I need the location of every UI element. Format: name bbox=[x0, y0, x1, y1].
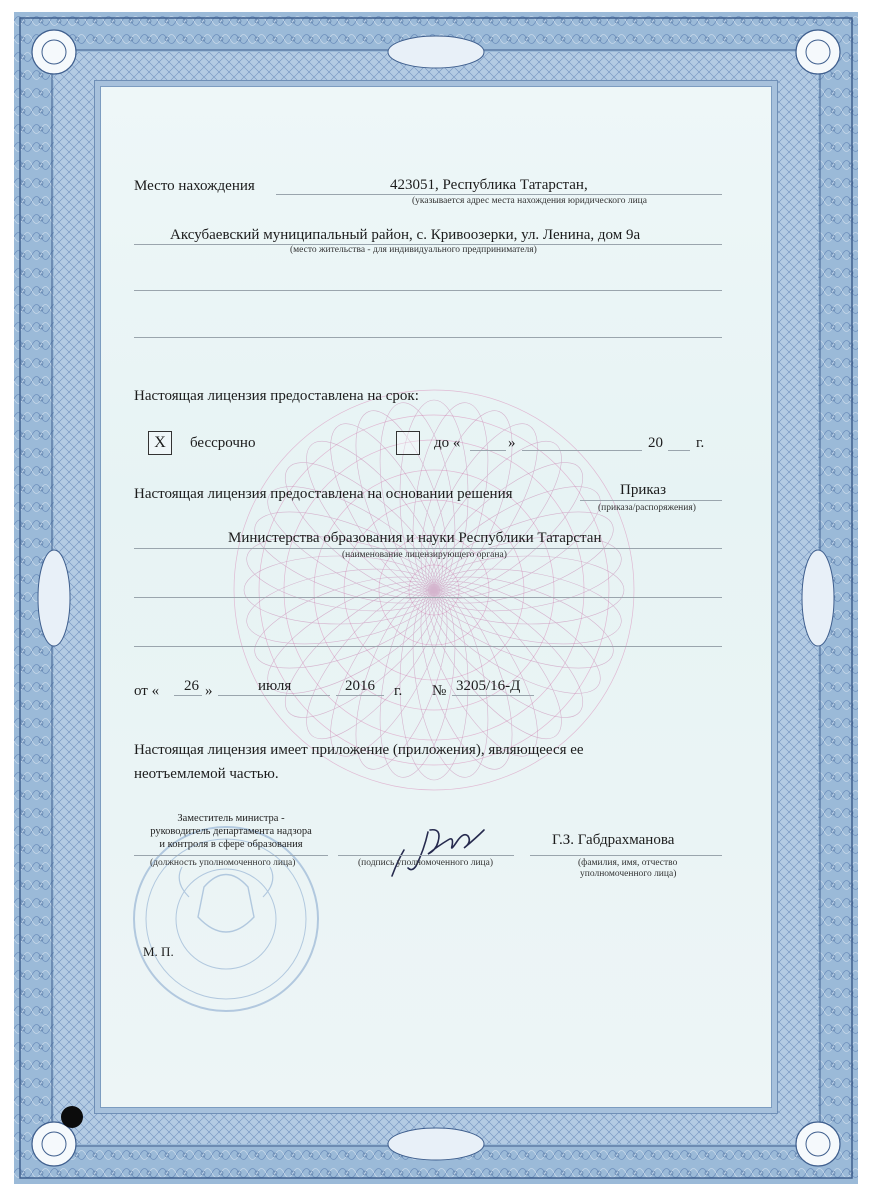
decision-close: » bbox=[205, 683, 213, 699]
indefinite-checkbox[interactable]: X bbox=[148, 431, 172, 455]
decision-number-line bbox=[452, 695, 534, 696]
decision-day-line bbox=[174, 695, 202, 696]
until-month-line bbox=[522, 450, 642, 451]
decision-day: 26 bbox=[184, 678, 199, 694]
position-hint: (должность уполномоченного лица) bbox=[150, 858, 296, 868]
term-label: Настоящая лицензия предоставлена на срок: bbox=[134, 388, 419, 404]
basis-doc-line bbox=[580, 500, 722, 501]
location-hint-1: (указывается адрес места нахождения юридического лица bbox=[412, 196, 647, 206]
location-label: Место нахождения bbox=[134, 178, 255, 194]
stamp-place-label: М. П. bbox=[143, 944, 174, 959]
name-hint-line-2: уполномоченного лица) bbox=[580, 869, 677, 879]
handwritten-signature bbox=[372, 810, 492, 890]
appendix-line-1: Настоящая лицензия имеет приложение (приложения), являющееся ее bbox=[134, 742, 584, 758]
basis-authority-line bbox=[134, 548, 722, 549]
blank-line-1 bbox=[134, 290, 722, 291]
name-line bbox=[530, 855, 722, 856]
decision-year: 2016 bbox=[345, 678, 375, 694]
location-address-2: Аксубаевский муниципальный район, с. Кривоозерки, ул. Ленина, дом 9а bbox=[170, 227, 641, 243]
decision-from: от « bbox=[134, 683, 160, 699]
until-year-line bbox=[668, 450, 690, 451]
basis-doc-hint: (приказа/распоряжения) bbox=[598, 503, 696, 513]
position-line-2: руководитель департамента надзора bbox=[150, 826, 312, 837]
blank-line-2 bbox=[134, 337, 722, 338]
indefinite-label: бессрочно bbox=[190, 435, 256, 451]
decision-year-line bbox=[336, 695, 384, 696]
location-hint-2: (место жительства - для индивидуального предпринимателя) bbox=[290, 245, 537, 255]
sign-hint: (подпись уполномоченного лица) bbox=[358, 858, 494, 868]
until-year-prefix: 20 bbox=[648, 435, 663, 451]
basis-label: Настоящая лицензия предоставлена на основании решения bbox=[134, 486, 513, 502]
decision-number: 3205/16-Д bbox=[456, 678, 521, 694]
punch-hole bbox=[61, 1106, 83, 1128]
sign-line bbox=[338, 855, 514, 856]
until-prefix: до « bbox=[434, 435, 461, 451]
basis-doc-type: Приказ bbox=[620, 482, 667, 498]
basis-authority: Министерства образования и науки Республики Татарстан bbox=[228, 530, 602, 546]
decision-year-suffix: г. bbox=[394, 683, 403, 699]
decision-month-line bbox=[218, 695, 330, 696]
until-date-checkbox[interactable] bbox=[396, 431, 420, 455]
position-line bbox=[134, 855, 328, 856]
decision-month: июля bbox=[258, 678, 292, 694]
position-line-1: Заместитель министра - bbox=[177, 813, 285, 824]
location-address-1: 423051, Республика Татарстан, bbox=[390, 177, 588, 193]
name-hint-line-1: (фамилия, имя, отчество bbox=[578, 858, 678, 868]
blank-line-3 bbox=[134, 597, 722, 598]
position-line-3: и контроля в сфере образования bbox=[159, 839, 303, 850]
signatory-name: Г.З. Габдрахманова bbox=[552, 832, 675, 848]
blank-line-4 bbox=[134, 646, 722, 647]
location-line-1 bbox=[276, 194, 722, 195]
decision-number-sign: № bbox=[432, 683, 447, 699]
until-year-suffix: г. bbox=[696, 435, 705, 451]
until-day-line bbox=[470, 450, 506, 451]
until-close: » bbox=[508, 435, 516, 451]
appendix-line-2: неотъемлемой частью. bbox=[134, 766, 279, 782]
basis-authority-hint: (наименование лицензирующего органа) bbox=[342, 550, 507, 560]
